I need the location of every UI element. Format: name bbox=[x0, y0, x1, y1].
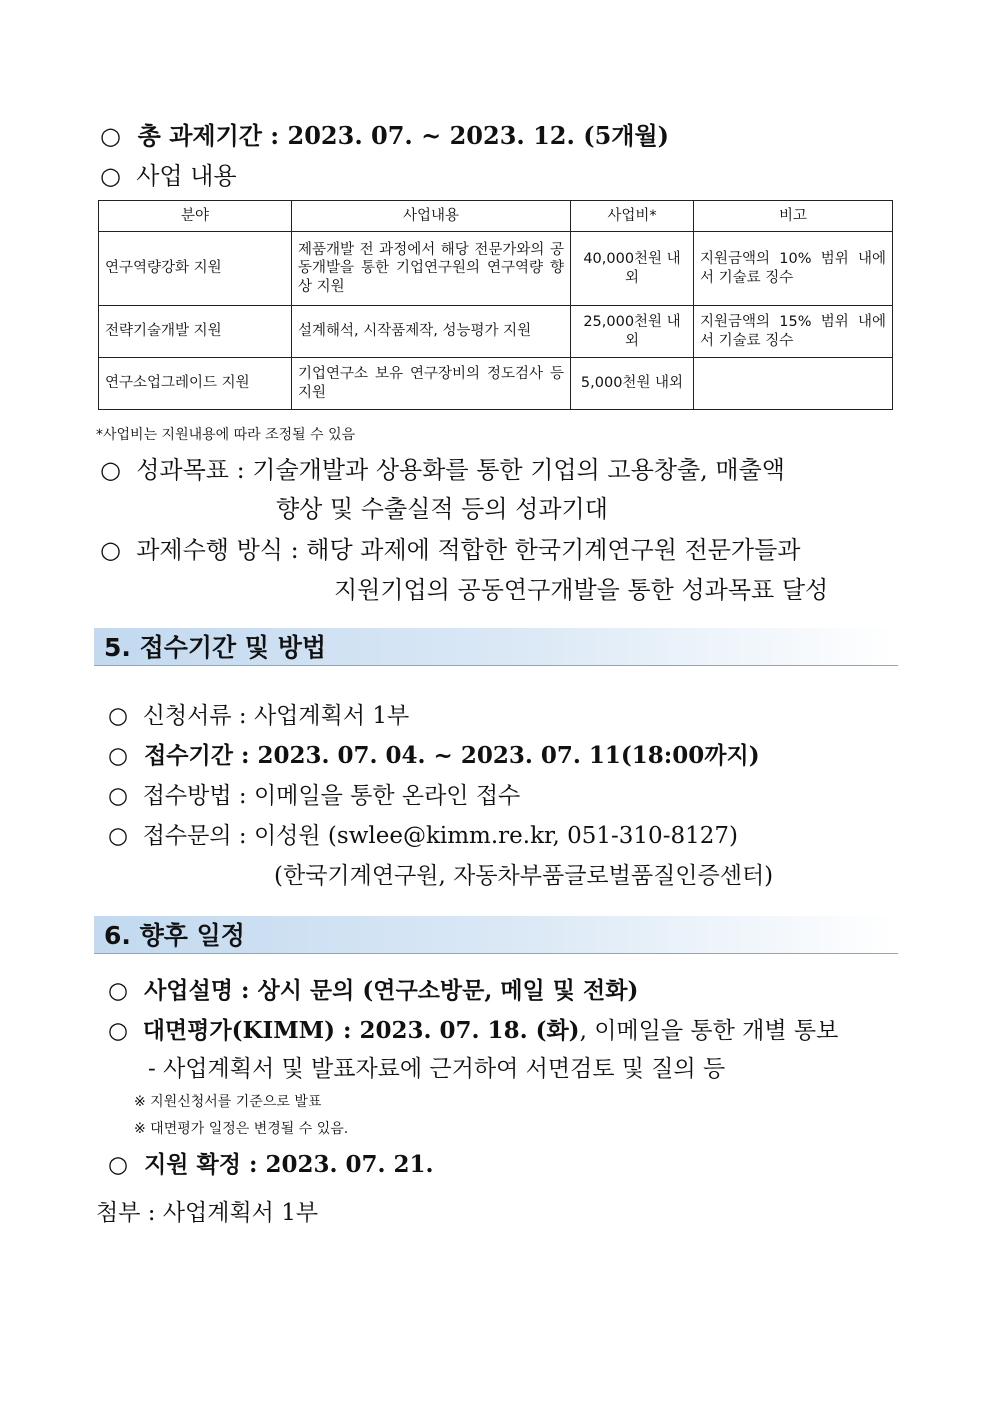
period-line bbox=[108, 737, 760, 770]
header-field: 분야 bbox=[99, 201, 292, 232]
contact-line-2: (한국기계연구원, 자동차부품글로벌품질인증센터) bbox=[274, 863, 774, 889]
bullet-circle: ○ bbox=[100, 162, 121, 190]
cell-cost: 40,000천원 내외 bbox=[571, 232, 694, 306]
attachment-line: 첨부 : 사업계획서 1부 bbox=[96, 1200, 319, 1226]
cell-note bbox=[694, 358, 893, 410]
table-row bbox=[99, 358, 893, 410]
table-row bbox=[99, 306, 893, 358]
cell-cost: 25,000천원 내외 bbox=[571, 306, 694, 358]
header-cost: 사업비* bbox=[571, 201, 694, 232]
table-footnote: *사업비는 지원내용에 따라 조정될 수 있음 bbox=[96, 427, 356, 443]
evaluation-rest-text: , 이메일을 통한 개별 통보 bbox=[579, 1018, 839, 1044]
note-2: ※ 대면평가 일정은 변경될 수 있음. bbox=[134, 1121, 349, 1137]
bullet-circle: ○ bbox=[100, 456, 121, 484]
bullet-circle: ○ bbox=[100, 122, 121, 150]
briefing-line bbox=[108, 972, 638, 1005]
goal-line-1 bbox=[100, 450, 785, 485]
method-line-1 bbox=[100, 530, 801, 565]
business-content-line bbox=[100, 156, 237, 191]
total-period-line bbox=[100, 116, 669, 151]
confirm-text: 지원 확정 : 2023. 07. 21. bbox=[144, 1151, 434, 1178]
goal-line-2: 향상 및 수출실적 등의 성과기대 bbox=[276, 495, 608, 523]
note-1: ※ 지원신청서를 기준으로 발표 bbox=[134, 1094, 322, 1110]
table-header-row bbox=[99, 201, 893, 232]
evaluation-sub-line: - 사업계획서 및 발표자료에 근거하여 서면검토 및 질의 등 bbox=[148, 1056, 726, 1082]
method-how-line bbox=[108, 777, 520, 810]
docs-line bbox=[108, 697, 409, 730]
table-row bbox=[99, 232, 893, 306]
docs-text: 신청서류 : 사업계획서 1부 bbox=[142, 703, 410, 729]
goal-text-1: 성과목표 : 기술개발과 상용화를 통한 기업의 고용창출, 매출액 bbox=[136, 456, 785, 484]
total-period-text: 총 과제기간 : 2023. 07. ~ 2023. 12. (5개월) bbox=[137, 121, 669, 150]
section-5-heading: 5. 접수기간 및 방법 bbox=[94, 628, 898, 666]
evaluation-bold-text: 대면평가(KIMM) : 2023. 07. 18. (화) bbox=[142, 1017, 580, 1044]
business-content-table bbox=[98, 200, 893, 410]
cell-desc: 제품개발 전 과정에서 해당 전문가와의 공동개발을 통한 기업연구원의 연구역량 향상 지원 bbox=[292, 232, 571, 306]
cell-field: 연구역량강화 지원 bbox=[99, 232, 292, 306]
bullet-circle: ○ bbox=[108, 978, 129, 1004]
briefing-text: 사업설명 : 상시 문의 (연구소방문, 메일 및 전화) bbox=[144, 977, 639, 1004]
business-content-label: 사업 내용 bbox=[136, 162, 237, 190]
contact-line-1 bbox=[108, 817, 738, 850]
how-text: 접수방법 : 이메일을 통한 온라인 접수 bbox=[142, 783, 521, 809]
cell-field: 전략기술개발 지원 bbox=[99, 306, 292, 358]
confirm-line bbox=[108, 1146, 434, 1179]
header-content: 사업내용 bbox=[292, 201, 571, 232]
section-6-heading: 6. 향후 일정 bbox=[94, 916, 898, 954]
cell-cost: 5,000천원 내외 bbox=[571, 358, 694, 410]
method-text-1: 과제수행 방식 : 해당 과제에 적합한 한국기계연구원 전문가들과 bbox=[136, 536, 801, 564]
evaluation-line bbox=[108, 1012, 838, 1045]
cell-desc: 기업연구소 보유 연구장비의 정도검사 등 지원 bbox=[292, 358, 571, 410]
header-remark: 비고 bbox=[694, 201, 893, 232]
bullet-circle: ○ bbox=[100, 536, 121, 564]
cell-desc: 설계해석, 시작품제작, 성능평가 지원 bbox=[292, 306, 571, 358]
cell-field: 연구소업그레이드 지원 bbox=[99, 358, 292, 410]
cell-note: 지원금액의 10% 범위 내에서 기술료 징수 bbox=[694, 232, 893, 306]
bullet-circle: ○ bbox=[108, 823, 129, 849]
bullet-circle: ○ bbox=[108, 1018, 129, 1044]
contact-text-1: 접수문의 : 이성원 (swlee@kimm.re.kr, 051-310-8127) bbox=[142, 823, 738, 849]
period-text: 접수기간 : 2023. 07. 04. ~ 2023. 07. 11(18:00까지) bbox=[144, 742, 760, 769]
method-line-2: 지원기업의 공동연구개발을 통한 성과목표 달성 bbox=[334, 576, 829, 604]
bullet-circle: ○ bbox=[108, 743, 129, 769]
bullet-circle: ○ bbox=[108, 783, 129, 809]
bullet-circle: ○ bbox=[108, 703, 129, 729]
bullet-circle: ○ bbox=[108, 1152, 129, 1178]
cell-note: 지원금액의 15% 범위 내에서 기술료 징수 bbox=[694, 306, 893, 358]
